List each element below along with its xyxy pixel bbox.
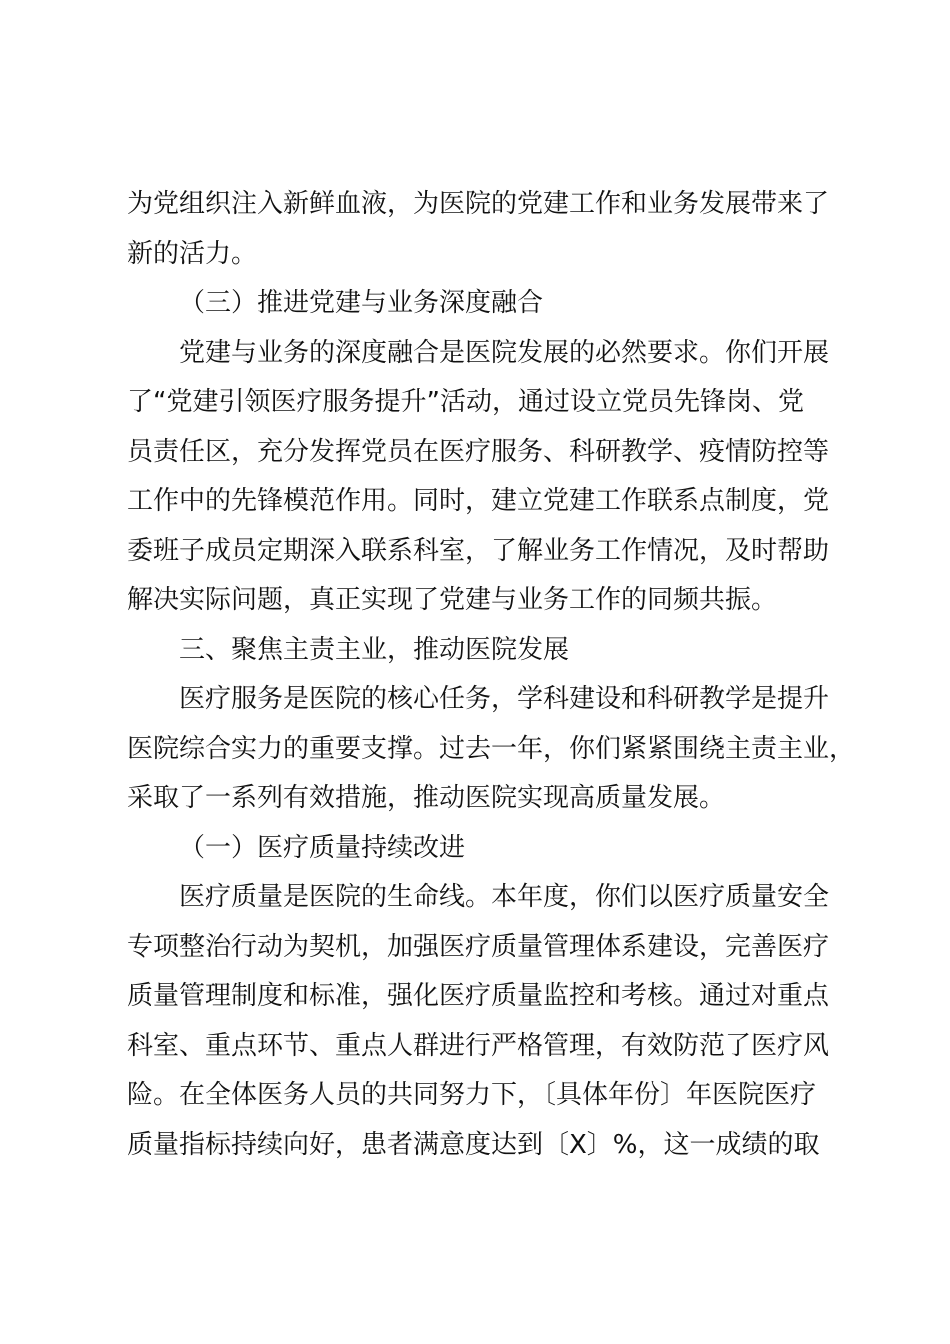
paragraph-line: 员责任区，充分发挥党员在医疗服务、科研教学、疫情防控等 [127,436,830,467]
body-text [127,180,856,1170]
section-heading: （三）推进党建与业务深度融合 [179,288,544,318]
paragraph-line: 险。在全体医务人员的共同努力下，〔具体年份〕年医院医疗 [127,1080,817,1110]
paragraph-line: 质量指标持续向好，患者满意度达到〔X〕%，这一成绩的取 [127,1129,820,1160]
section-heading: （一）医疗质量持续改进 [179,832,466,863]
paragraph-line: 科室、重点环节、重点人群进行严格管理，有效防范了医疗风 [127,1030,830,1061]
paragraph-line: 委班子成员定期深入联系科室，了解业务工作情况，及时帮助 [127,535,830,566]
paragraph-line: 专项整治行动为契机，加强医疗质量管理体系建设，完善医疗 [127,931,830,962]
paragraph-line: 工作中的先锋模范作用。同时，建立党建工作联系点制度，党 [127,486,830,516]
paragraph-line: 医院综合实力的重要支撑。过去一年，你们紧紧围绕主责主业， [127,733,856,764]
paragraph-line: 医疗质量是医院的生命线。本年度，你们以医疗质量安全 [179,882,830,912]
section-heading: 三、聚焦主责主业，推动医院发展 [179,634,570,665]
paragraph-line: 新的活力。 [127,238,258,269]
paragraph-line: 了“党建引领医疗服务提升”活动，通过设立党员先锋岗、党 [127,387,804,417]
paragraph-line: 解决实际问题，真正实现了党建与业务工作的同频共振。 [127,585,778,615]
paragraph-line: 采取了一系列有效措施，推动医院实现高质量发展。 [127,783,726,813]
paragraph-line: 医疗服务是医院的核心任务，学科建设和科研教学是提升 [179,684,830,714]
paragraph-line: 党建与业务的深度融合是医院发展的必然要求。你们开展 [179,337,830,368]
paragraph-line: 为党组织注入新鲜血液，为医院的党建工作和业务发展带来了 [127,189,830,219]
paragraph-line: 质量管理制度和标准，强化医疗质量监控和考核。通过对重点 [127,981,830,1011]
